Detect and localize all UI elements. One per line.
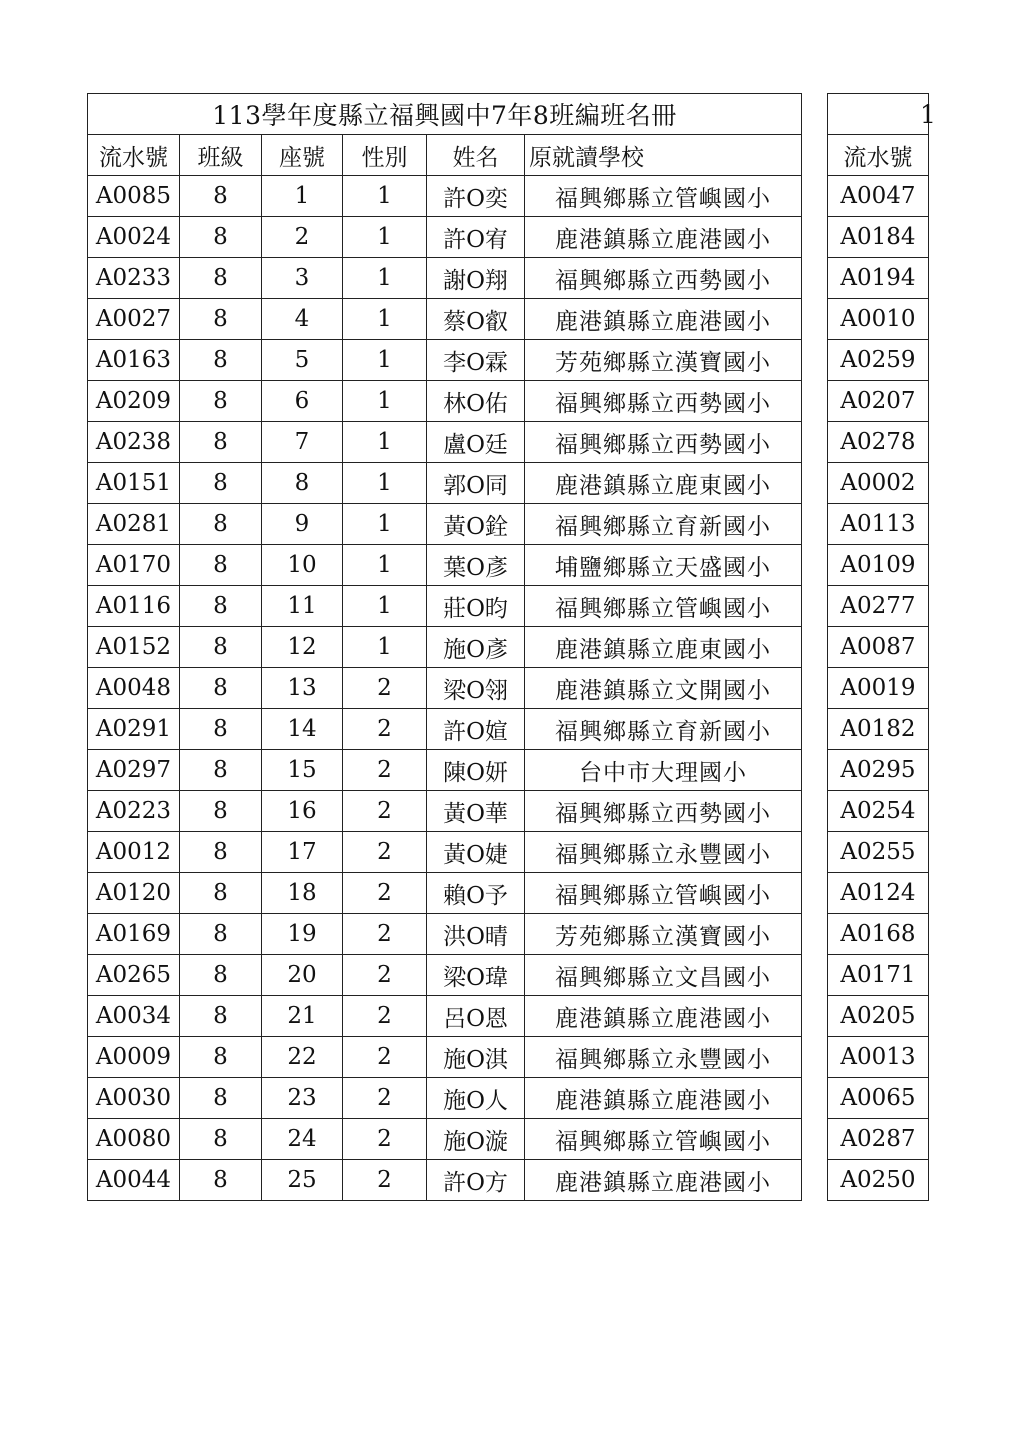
serial-cell: A0109 — [828, 545, 929, 586]
serial-cell: A0010 — [828, 299, 929, 340]
seat-cell: 15 — [262, 750, 343, 791]
serial-cell: A0168 — [828, 914, 929, 955]
title-row — [88, 94, 802, 135]
serial-cell: A0116 — [88, 586, 180, 627]
school-cell: 福興鄉縣立西勢國小 — [525, 791, 802, 832]
serial-cell: A0151 — [88, 463, 180, 504]
name-cell: 施O漩 — [427, 1119, 525, 1160]
serial-cell: A0278 — [828, 422, 929, 463]
table-row — [828, 258, 929, 299]
class-cell: 8 — [180, 1037, 262, 1078]
table-row — [828, 217, 929, 258]
class-cell: 8 — [180, 873, 262, 914]
seat-cell: 19 — [262, 914, 343, 955]
serial-cell: A0034 — [88, 996, 180, 1037]
serial-cell: A0254 — [828, 791, 929, 832]
seat-cell: 4 — [262, 299, 343, 340]
table-row — [88, 504, 802, 545]
gender-cell: 1 — [343, 258, 427, 299]
roster-title: 113學年度縣立福興國中7年8班編班名冊 — [88, 94, 802, 135]
table-row — [828, 545, 929, 586]
table-row — [828, 709, 929, 750]
serial-cell: A0113 — [828, 504, 929, 545]
table-row — [88, 627, 802, 668]
school-cell: 福興鄉縣立西勢國小 — [525, 422, 802, 463]
school-cell: 鹿港鎮縣立鹿港國小 — [525, 299, 802, 340]
class-cell: 8 — [180, 1078, 262, 1119]
name-cell: 許O宥 — [427, 217, 525, 258]
school-cell: 福興鄉縣立永豐國小 — [525, 1037, 802, 1078]
table-row — [88, 545, 802, 586]
class-cell: 8 — [180, 586, 262, 627]
gender-cell: 2 — [343, 1037, 427, 1078]
table-row — [88, 668, 802, 709]
serial-cell: A0009 — [88, 1037, 180, 1078]
table-row — [88, 463, 802, 504]
table-row — [88, 1037, 802, 1078]
class-cell: 8 — [180, 832, 262, 873]
table-row — [88, 996, 802, 1037]
gender-cell: 2 — [343, 914, 427, 955]
serial-cell: A0182 — [828, 709, 929, 750]
name-cell: 郭O同 — [427, 463, 525, 504]
serial-cell: A0019 — [828, 668, 929, 709]
name-cell: 許O媗 — [427, 709, 525, 750]
serial-cell: A0295 — [828, 750, 929, 791]
class-roster-table — [87, 93, 802, 1201]
name-cell: 許O奕 — [427, 176, 525, 217]
gender-cell: 2 — [343, 791, 427, 832]
class-cell: 8 — [180, 955, 262, 996]
serial-cell: A0171 — [828, 955, 929, 996]
serial-cell: A0085 — [88, 176, 180, 217]
serial-cell: A0277 — [828, 586, 929, 627]
gender-cell: 2 — [343, 750, 427, 791]
name-cell: 黃O婕 — [427, 832, 525, 873]
school-cell: 福興鄉縣立育新國小 — [525, 504, 802, 545]
class-cell: 8 — [180, 340, 262, 381]
school-cell: 鹿港鎮縣立鹿港國小 — [525, 217, 802, 258]
name-cell: 蔡O叡 — [427, 299, 525, 340]
header-row — [88, 135, 802, 176]
gender-cell: 2 — [343, 709, 427, 750]
class-cell: 8 — [180, 504, 262, 545]
serial-cell: A0163 — [88, 340, 180, 381]
second-roster-table-partial — [827, 93, 937, 1201]
table-row — [828, 463, 929, 504]
gender-cell: 1 — [343, 176, 427, 217]
gender-cell: 1 — [343, 504, 427, 545]
name-cell: 黃O銓 — [427, 504, 525, 545]
serial-cell: A0169 — [88, 914, 180, 955]
table-row — [88, 1160, 802, 1201]
name-cell: 盧O廷 — [427, 422, 525, 463]
seat-cell: 22 — [262, 1037, 343, 1078]
class-cell: 8 — [180, 258, 262, 299]
seat-cell: 7 — [262, 422, 343, 463]
name-cell: 莊O昀 — [427, 586, 525, 627]
header-serial: 流水號 — [88, 135, 180, 176]
serial-cell: A0012 — [88, 832, 180, 873]
gender-cell: 1 — [343, 627, 427, 668]
seat-cell: 17 — [262, 832, 343, 873]
name-cell: 呂O恩 — [427, 996, 525, 1037]
school-cell: 福興鄉縣立管嶼國小 — [525, 873, 802, 914]
school-cell: 福興鄉縣立育新國小 — [525, 709, 802, 750]
name-cell: 李O霖 — [427, 340, 525, 381]
seat-cell: 25 — [262, 1160, 343, 1201]
class-cell: 8 — [180, 381, 262, 422]
seat-cell: 16 — [262, 791, 343, 832]
name-cell: 謝O翔 — [427, 258, 525, 299]
seat-cell: 24 — [262, 1119, 343, 1160]
serial-cell: A0124 — [828, 873, 929, 914]
name-cell: 梁O瑋 — [427, 955, 525, 996]
seat-cell: 13 — [262, 668, 343, 709]
table-row — [828, 832, 929, 873]
serial-cell: A0250 — [828, 1160, 929, 1201]
serial-cell: A0080 — [88, 1119, 180, 1160]
gender-cell: 1 — [343, 381, 427, 422]
class-cell: 8 — [180, 1119, 262, 1160]
serial-cell: A0255 — [828, 832, 929, 873]
class-cell: 8 — [180, 545, 262, 586]
serial-cell: A0205 — [828, 996, 929, 1037]
name-cell: 洪O晴 — [427, 914, 525, 955]
name-cell: 賴O予 — [427, 873, 525, 914]
serial-cell: A0048 — [88, 668, 180, 709]
seat-cell: 9 — [262, 504, 343, 545]
school-cell: 福興鄉縣立永豐國小 — [525, 832, 802, 873]
school-cell: 福興鄉縣立管嶼國小 — [525, 176, 802, 217]
header-serial: 流水號 — [828, 135, 929, 176]
name-cell: 梁O翎 — [427, 668, 525, 709]
seat-cell: 5 — [262, 340, 343, 381]
class-cell: 8 — [180, 668, 262, 709]
seat-cell: 14 — [262, 709, 343, 750]
name-cell: 施O淇 — [427, 1037, 525, 1078]
table-row — [828, 422, 929, 463]
table-row — [88, 750, 802, 791]
table-row — [828, 1037, 929, 1078]
gender-cell: 1 — [343, 463, 427, 504]
class-cell: 8 — [180, 299, 262, 340]
name-cell: 葉O彥 — [427, 545, 525, 586]
gender-cell: 2 — [343, 1119, 427, 1160]
serial-cell: A0013 — [828, 1037, 929, 1078]
seat-cell: 10 — [262, 545, 343, 586]
table-row — [828, 504, 929, 545]
table-row — [828, 586, 929, 627]
seat-cell: 6 — [262, 381, 343, 422]
class-cell: 8 — [180, 463, 262, 504]
table-row — [828, 791, 929, 832]
name-cell: 林O佑 — [427, 381, 525, 422]
serial-cell: A0233 — [88, 258, 180, 299]
serial-cell: A0044 — [88, 1160, 180, 1201]
gender-cell: 2 — [343, 668, 427, 709]
header-school: 原就讀學校 — [525, 135, 802, 176]
seat-cell: 18 — [262, 873, 343, 914]
serial-cell: A0027 — [88, 299, 180, 340]
table-row — [828, 955, 929, 996]
school-cell: 鹿港鎮縣立鹿東國小 — [525, 627, 802, 668]
class-cell: 8 — [180, 750, 262, 791]
table-row — [828, 750, 929, 791]
table-row — [88, 586, 802, 627]
seat-cell: 3 — [262, 258, 343, 299]
table-row — [88, 340, 802, 381]
serial-cell: A0120 — [88, 873, 180, 914]
gender-cell: 2 — [343, 996, 427, 1037]
serial-cell: A0259 — [828, 340, 929, 381]
serial-cell: A0002 — [828, 463, 929, 504]
table-row — [88, 381, 802, 422]
school-cell: 鹿港鎮縣立鹿東國小 — [525, 463, 802, 504]
gender-cell: 1 — [343, 217, 427, 258]
name-cell: 黃O華 — [427, 791, 525, 832]
serial-cell: A0047 — [828, 176, 929, 217]
serial-cell: A0281 — [88, 504, 180, 545]
name-cell: 許O方 — [427, 1160, 525, 1201]
table-row — [828, 1078, 929, 1119]
school-cell: 福興鄉縣立西勢國小 — [525, 258, 802, 299]
gender-cell: 2 — [343, 873, 427, 914]
school-cell: 芳苑鄉縣立漢寶國小 — [525, 340, 802, 381]
school-cell: 福興鄉縣立西勢國小 — [525, 381, 802, 422]
gender-cell: 1 — [343, 340, 427, 381]
serial-cell: A0223 — [88, 791, 180, 832]
serial-cell: A0024 — [88, 217, 180, 258]
class-cell: 8 — [180, 422, 262, 463]
gender-cell: 1 — [343, 586, 427, 627]
table-row — [828, 299, 929, 340]
serial-cell: A0238 — [88, 422, 180, 463]
serial-cell: A0291 — [88, 709, 180, 750]
table-row — [88, 258, 802, 299]
class-cell: 8 — [180, 1160, 262, 1201]
header-seat: 座號 — [262, 135, 343, 176]
serial-cell: A0065 — [828, 1078, 929, 1119]
seat-cell: 12 — [262, 627, 343, 668]
serial-cell: A0265 — [88, 955, 180, 996]
seat-cell: 20 — [262, 955, 343, 996]
table-row — [828, 996, 929, 1037]
header-class: 班級 — [180, 135, 262, 176]
serial-cell: A0152 — [88, 627, 180, 668]
serial-cell: A0030 — [88, 1078, 180, 1119]
table-row — [828, 873, 929, 914]
serial-cell: A0184 — [828, 217, 929, 258]
gender-cell: 2 — [343, 832, 427, 873]
table-row — [88, 914, 802, 955]
title-row — [828, 94, 929, 135]
seat-cell: 11 — [262, 586, 343, 627]
table-row — [88, 873, 802, 914]
name-cell: 施O彥 — [427, 627, 525, 668]
table-row — [88, 217, 802, 258]
serial-cell: A0207 — [828, 381, 929, 422]
gender-cell: 2 — [343, 1078, 427, 1119]
seat-cell: 1 — [262, 176, 343, 217]
class-cell: 8 — [180, 914, 262, 955]
table-row — [828, 668, 929, 709]
school-cell: 台中市大理國小 — [525, 750, 802, 791]
serial-cell: A0087 — [828, 627, 929, 668]
header-row — [828, 135, 929, 176]
gender-cell: 1 — [343, 545, 427, 586]
school-cell: 鹿港鎮縣立鹿港國小 — [525, 1078, 802, 1119]
serial-cell: A0194 — [828, 258, 929, 299]
class-cell: 8 — [180, 791, 262, 832]
school-cell: 福興鄉縣立管嶼國小 — [525, 586, 802, 627]
table-row — [88, 1119, 802, 1160]
seat-cell: 21 — [262, 996, 343, 1037]
seat-cell: 8 — [262, 463, 343, 504]
class-cell: 8 — [180, 709, 262, 750]
serial-cell: A0170 — [88, 545, 180, 586]
roster-title-partial: 1 — [828, 94, 929, 135]
table-row — [828, 381, 929, 422]
table-row — [88, 791, 802, 832]
name-cell: 陳O妍 — [427, 750, 525, 791]
serial-cell: A0287 — [828, 1119, 929, 1160]
table-row — [88, 176, 802, 217]
class-cell: 8 — [180, 176, 262, 217]
school-cell: 鹿港鎮縣立鹿港國小 — [525, 996, 802, 1037]
table-row — [828, 176, 929, 217]
table-row — [828, 1160, 929, 1201]
school-cell: 芳苑鄉縣立漢寶國小 — [525, 914, 802, 955]
gender-cell: 1 — [343, 422, 427, 463]
table-row — [88, 422, 802, 463]
table-row — [88, 955, 802, 996]
class-cell: 8 — [180, 996, 262, 1037]
school-cell: 鹿港鎮縣立鹿港國小 — [525, 1160, 802, 1201]
seat-cell: 23 — [262, 1078, 343, 1119]
header-name: 姓名 — [427, 135, 525, 176]
serial-cell: A0297 — [88, 750, 180, 791]
school-cell: 埔鹽鄉縣立天盛國小 — [525, 545, 802, 586]
class-cell: 8 — [180, 627, 262, 668]
header-gender: 性別 — [343, 135, 427, 176]
school-cell: 福興鄉縣立文昌國小 — [525, 955, 802, 996]
school-cell: 鹿港鎮縣立文開國小 — [525, 668, 802, 709]
table-row — [828, 1119, 929, 1160]
table-row — [828, 627, 929, 668]
gender-cell: 1 — [343, 299, 427, 340]
table-row — [88, 709, 802, 750]
gender-cell: 2 — [343, 1160, 427, 1201]
school-cell: 福興鄉縣立管嶼國小 — [525, 1119, 802, 1160]
table-row — [828, 340, 929, 381]
name-cell: 施O人 — [427, 1078, 525, 1119]
seat-cell: 2 — [262, 217, 343, 258]
serial-cell: A0209 — [88, 381, 180, 422]
gender-cell: 2 — [343, 955, 427, 996]
table-row — [88, 299, 802, 340]
table-row — [828, 914, 929, 955]
class-cell: 8 — [180, 217, 262, 258]
table-row — [88, 1078, 802, 1119]
table-row — [88, 832, 802, 873]
